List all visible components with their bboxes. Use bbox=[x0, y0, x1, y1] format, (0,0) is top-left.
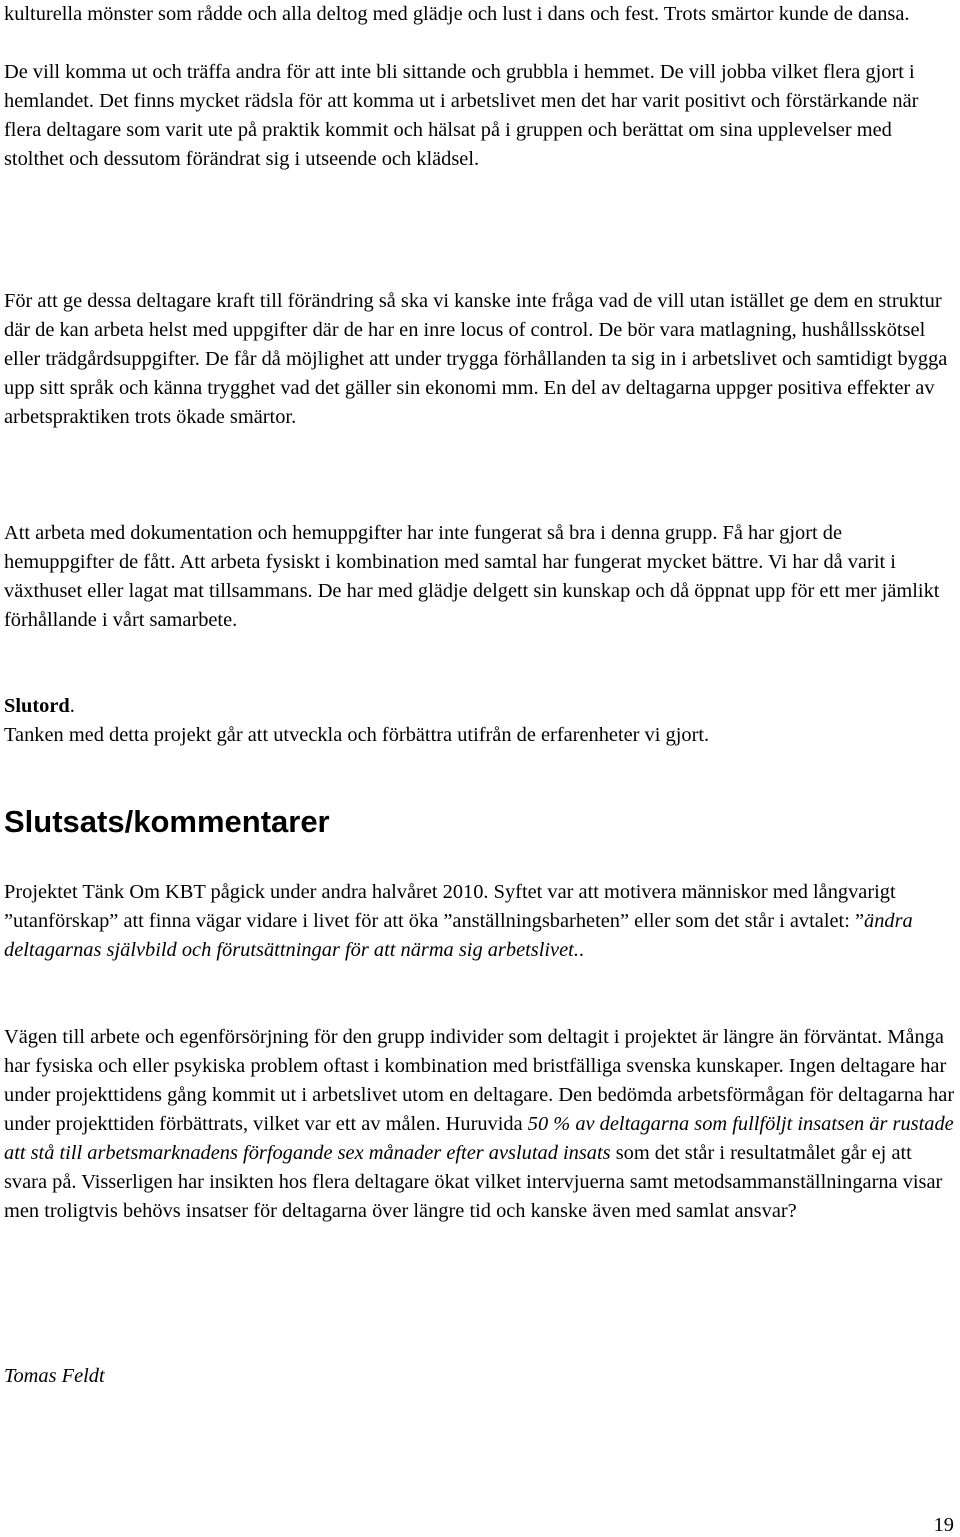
intro-text-2: De vill komma ut och träffa andra för att inte bli sittande och grubbla i hemmet. De vill jobba vilket flera gjort i hemlandet. Det finns mycket rädsla för att komma ut i arbetslivet men det har varit positivt och förstärkande när flera deltagare som varit ute på praktik kommit och hälsat på i gruppen och berättat om sina upplevelser med stolthet och dessutom förändrat sig i utseende och klädsel. bbox=[4, 61, 919, 170]
slutord-label: Slutord bbox=[4, 695, 70, 717]
page-number: 19 bbox=[933, 1514, 954, 1536]
conclusion-paragraph-2 bbox=[4, 1023, 956, 1226]
intro-text-1: kulturella mönster som rådde och alla deltog med glädje och lust i dans och fest. Trots smärtor kunde de dansa. bbox=[4, 3, 910, 25]
section-heading: Slutsats/kommentarer bbox=[4, 804, 330, 839]
intro-paragraph-2 bbox=[4, 58, 956, 174]
conclusion-1-after: . bbox=[578, 939, 585, 961]
conclusion-2-before: Vägen till arbete och egenförsörjning för den grupp individer som deltagit i projektet är längre än förväntat. Många har fysiska och eller psykiska problem oftast i kombination med bristfälliga svenska kunskaper. Ingen deltagare har under projekttidens gång kommit ut i arbetslivet utom en deltagare. Den bedömda arbetsförmågan för deltagarna har under projekttiden förbättrats, vilket var ett av målen. Huruvida bbox=[4, 1026, 955, 1135]
conclusion-2-goal-quote: 50 % av deltagarna som fullföljt insatsen är rustade att stå till arbetsmarknadens förfogande sex månader efter avslutad insats bbox=[4, 1113, 954, 1164]
conclusion-text-2 bbox=[4, 1023, 956, 1226]
structure-text: För att ge dessa deltagare kraft till förändring så ska vi kanske inte fråga vad de vill utan istället ge dem en struktur där de kan arbeta helst med uppgifter där de har en inre locus of control. De bör vara matlagning, hushållsskötsel eller trädgårdsuppgifter. De får då möjlighet att under trygga förhållanden ta sig in i arbetslivet och samtidigt bygga upp sitt språk och känna trygghet vad det gäller sin ekonomi mm. En del av deltagarna uppger positiva effekter av arbetspraktiken trots ökade smärtor. bbox=[4, 290, 948, 428]
slutord-label-suffix: . bbox=[69, 695, 75, 717]
slutord-heading-line bbox=[4, 692, 956, 721]
conclusion-text-1 bbox=[4, 878, 956, 965]
conclusion-paragraph-1 bbox=[4, 878, 956, 965]
documentation-paragraph bbox=[4, 519, 956, 635]
slutord-section bbox=[4, 692, 956, 750]
intro-paragraph-1 bbox=[4, 0, 956, 29]
structure-paragraph bbox=[4, 287, 956, 432]
conclusion-1-before: Projektet Tänk Om KBT pågick under andra halvåret 2010. Syftet var att motivera människor med långvarigt ”utanförskap” att finna vägar vidare i livet för att öka ”anställningsbarheten” eller som det står i avtalet: ” bbox=[4, 881, 896, 932]
signature-block bbox=[4, 1362, 956, 1391]
signature: Tomas Feldt bbox=[4, 1365, 105, 1387]
slutord-text: Tanken med detta projekt går att utveckla och förbättra utifrån de erfarenheter vi gjort. bbox=[4, 724, 710, 746]
conclusion-2-after: som det står i resultatmålet går ej att svara på. Visserligen har insikten hos flera deltagare ökat vilket intervjuerna samt metodsammanställningarna visar men troligtvis behövs insatser för deltagarna över längre tid och kanske även med samlat ansvar? bbox=[4, 1142, 943, 1222]
documentation-text: Att arbeta med dokumentation och hemuppgifter har inte fungerat så bra i denna grupp. Få har gjort de hemuppgifter de fått. Att arbeta fysiskt i kombination med samtal har fungerat mycket bättre. Vi har då varit i växthuset eller lagat mat tillsammans. De har med glädje delgett sin kunskap och då öppnat upp för ett mer jämlikt förhållande i vårt samarbete. bbox=[4, 522, 940, 631]
conclusion-1-quote: ändra deltagarnas självbild och förutsättningar för att närma sig arbetslivet. bbox=[4, 910, 913, 961]
